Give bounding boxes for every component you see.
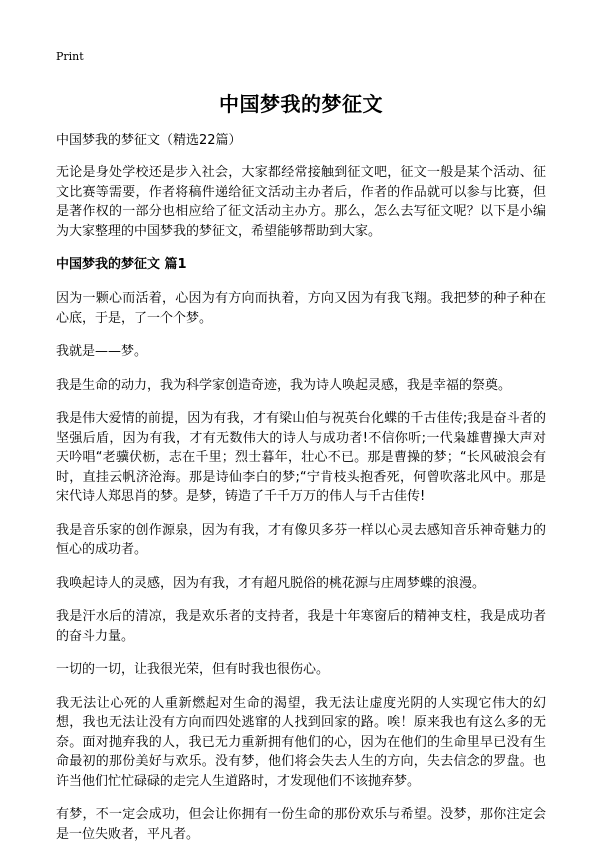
body-paragraph: 我是音乐家的创作源泉，因为有我，才有像贝多芬一样以心灵去感知音乐神奇魅力的恒心的成功者。 [56,522,546,557]
intro-paragraph: 无论是身处学校还是步入社会，大家都经常接触到征文吧，征文一般是某个活动、征文比赛等需要，作者将稿件递给征文活动主办者后，作者的作品就可以参与比赛，但是著作权的一部分也相应给了征文活动主办方。那么，怎么去写征文呢？以下是小编为大家整理的中国梦我的梦征文，希望能够帮助到大家。 [56,165,546,239]
body-paragraph: 一切的一切，让我很光荣，但有时我也很伤心。 [56,662,330,677]
body-paragraph: 因为一颗心而活着，心因为有方向而执着，方向又因为有我飞翔。我把梦的种子种在心底，于是，了一个个梦。 [56,291,546,326]
document-subtitle: 中国梦我的梦征文（精选22篇） [56,133,242,148]
body-paragraph: 我是生命的动力，我为科学家创造奇迹，我为诗人唤起灵感，我是幸福的祭奠。 [56,377,512,393]
page-title: 中国梦我的梦征文 [219,92,383,116]
body-paragraph: 我是汗水后的清凉，我是欢乐者的支持者，我是十年寒窗后的精神支柱，我是成功者的奋斗力量。 [56,609,546,644]
body-paragraph: 有梦，不一定会成功，但会让你拥有一份生命的那份欢乐与希望。没梦，那你注定会是一位失败者，平凡者。 [56,807,546,842]
body-paragraph: 我就是——梦。 [56,344,148,359]
print-link[interactable]: Print [56,50,84,63]
body-paragraph: 我无法让心死的人重新燃起对生命的渴望，我无法让虚度光阴的人实现它伟大的幻想，我也无法让没有方向而四处逃窜的人找到回家的路。唉！原来我也有这么多的无奈。面对抛弃我的人，我已无力重新拥有他们的心，因为在他们的生命里早已没有生命最初的那份美好与欢乐。没有梦，他们将会失去人生的方向，失去信念的罗盘。也许当他们忙忙碌碌的走完人生道路时，才发现他们不该抛弃梦。 [56,695,546,789]
body-paragraph: 我是伟大爱情的前提，因为有我，才有梁山伯与祝英台化蝶的千古佳传;我是奋斗者的坚强后盾，因为有我，才有无数伟大的诗人与成功者!不信你听;一代枭雄曹操大声对天吟唱“老骥伏枥，志在千里；烈士暮年，壮心不已。那是曹操的梦；“长风破浪会有时，直挂云帆济沧海。那是诗仙李白的梦;“宁肯枝头抱香死，何曾吹落北风中。那是宋代诗人郑思肖的梦。是梦，铸造了千千万万的伟人与千古佳传! [56,411,546,504]
body-paragraph: 我唤起诗人的灵感，因为有我，才有超凡脱俗的桃花源与庄周梦蝶的浪漫。 [56,575,486,591]
section-heading: 中国梦我的梦征文 篇1 [56,257,187,272]
